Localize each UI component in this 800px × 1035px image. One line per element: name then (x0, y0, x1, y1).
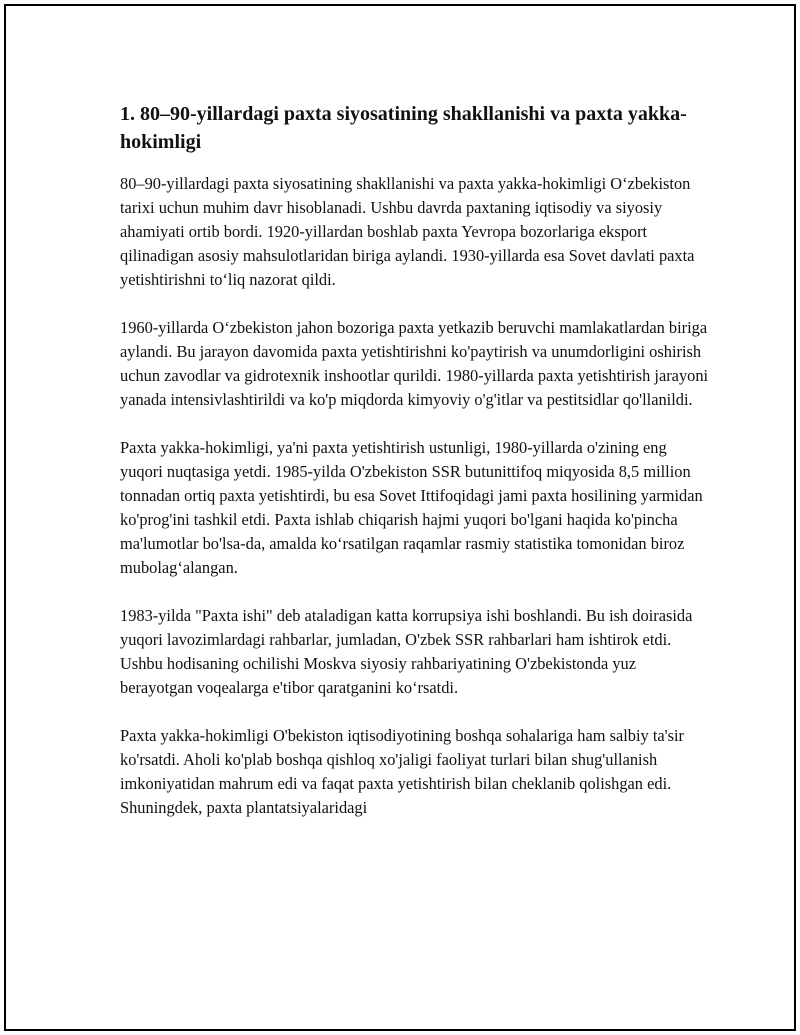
paragraph-4: 1983-yilda "Paxta ishi" deb ataladigan katta korrupsiya ishi boshlandi. Bu ish doirasida yuqori lavozimlardagi rahbarlar, jumladan, O'zbek SSR rahbarlari ham ishtirok etdi. Ushbu hodisaning ochilishi Moskva siyosiy rahbariyatining O'zbekistonda yuz berayotgan voqealarga e'tibor qaratganini ko‘rsatdi. (120, 606, 693, 697)
paragraph-3: Paxta yakka-hokimligi, ya'ni paxta yetishtirish ustunligi, 1980-yillarda o'zining eng yuqori nuqtasiga yetdi. 1985-yilda O'zbekiston SSR butunittifoq miqyosida 8,5 million tonnadan ortiq paxta yetishtirdi, bu esa Sovet Ittifoqidagi jami paxta hosilining yarmidan ko'prog'ini tashkil etdi. Paxta ishlab chiqarish hajmi yuqori bo'lgani haqida ko'pincha ma'lumotlar bo'lsa-da, amalda ko‘rsatilgan raqamlar rasmiy statistika tomonidan biroz mubolag‘alangan. (120, 438, 703, 577)
paragraph-2: 1960-yillarda O‘zbekiston jahon bozoriga paxta yetkazib beruvchi mamlakatlardan biriga aylandi. Bu jarayon davomida paxta yetishtirishni ko'paytirish va unumdorligini oshirish uchun zavodlar va gidrotexnik inshootlar qurildi. 1980-yillarda paxta yetishtirish jarayoni yanada intensivlashtirildi va ko'p miqdorda kimyoviy o'g'itlar va pestitsidlar qo'llanildi. (120, 318, 709, 409)
page-frame (4, 4, 796, 1031)
document-body (120, 100, 710, 844)
document-title: 1. 80–90-yillardagi paxta siyosatining shakllanishi va paxta yakka-hokimligi (120, 103, 687, 153)
paragraph-1: 80–90-yillardagi paxta siyosatining shakllanishi va paxta yakka-hokimligi O‘zbekiston tarixi uchun muhim davr hisoblanadi. Ushbu davrda paxtaning iqtisodiy va siyosiy ahamiyati ortib bordi. 1920-yillardan boshlab paxta Yevropa bozorlariga eksport qilinadigan asosiy mahsulotlaridan biriga aylandi. 1930-yillarda esa Sovet davlati paxta yetishtirishni to‘liq nazorat qildi. (120, 174, 695, 289)
paragraph-5: Paxta yakka-hokimligi O'bekiston iqtisodiyotining boshqa sohalariga ham salbiy ta'sir ko'rsatdi. Aholi ko'plab boshqa qishloq xo'jaligi faoliyat turlari bilan shug'ullanish imkoniyatidan mahrum edi va faqat paxta yetishtirish bilan cheklanib qolishgan edi. Shuningdek, paxta plantatsiyalaridagi (120, 726, 685, 817)
